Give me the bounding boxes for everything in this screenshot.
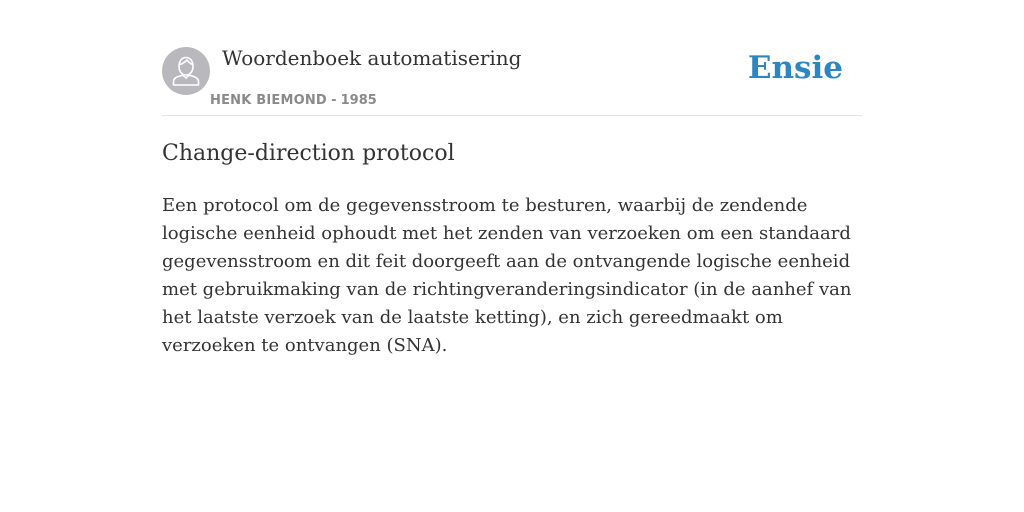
meta-separator: - [331,93,337,108]
user-avatar-icon [162,47,210,95]
author-name[interactable]: HENK BIEMOND [210,93,327,108]
publication-year: 1985 [340,93,377,108]
source-header [162,0,862,116]
ensie-logo[interactable]: Ensie [747,50,843,86]
book-title[interactable]: Woordenboek automatisering [222,46,522,70]
entry-term: Change-direction protocol [162,141,455,166]
source-meta [210,93,377,109]
entry-card [162,0,862,356]
entry-definition: Een protocol om de gegevensstroom te besturen, waarbij de zendende logische eenheid ophoudt met het zenden van verzoeken om een standaard gegevensstroom en dit feit doorgeeft aan de ontvangende logische eenheid met gebruikmaking van de richtingveranderingsindicator (in de aanhef van het laatste verzoek van de laatste ketting), en zich gereedmaakt om verzoeken te ontvangen (SNA). [162,195,852,356]
